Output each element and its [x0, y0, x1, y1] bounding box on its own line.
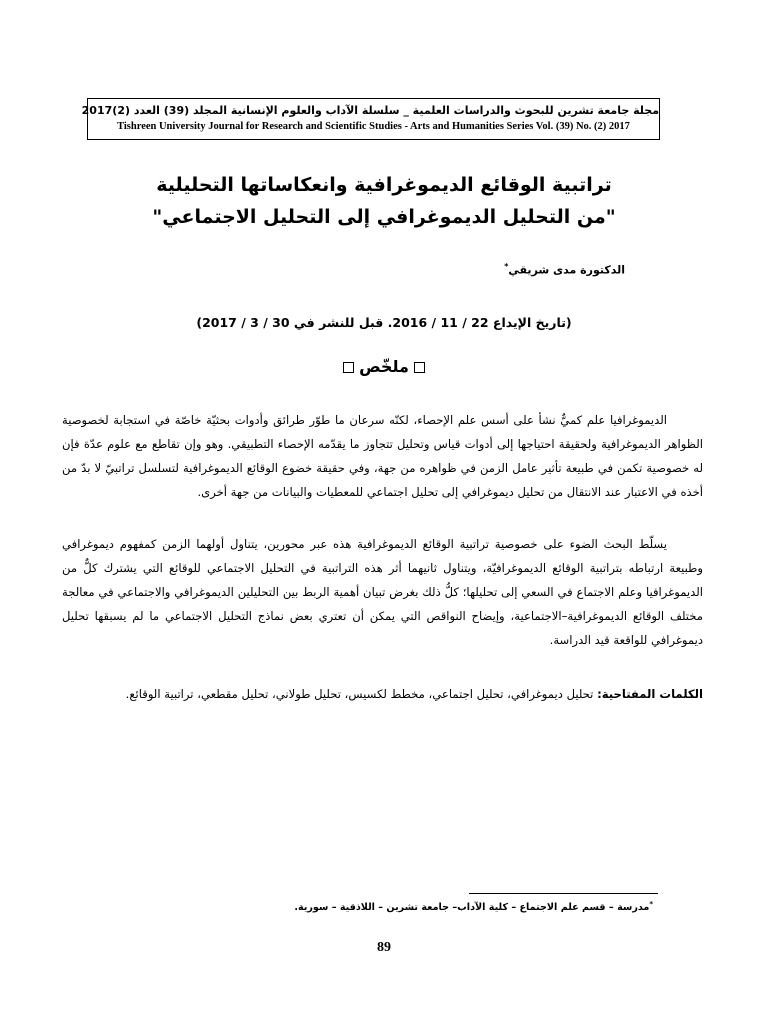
- abstract-paragraph-2-text: يسلّط البحث الضوء على خصوصية تراتبية الوقائع الديموغرافية هذه عبر محورين، يتناول أولهما الزمن كمفهوم ديموغرافي وطبيعة ارتباطه بتراتبية الوقائع الديموغرافيّة، ويتناول ثانيهما أثر هذه التراتبية في التحليل الاجتماعي للوقائع التي يشترك كلٌّ من الديموغرافيا وعلم الاجتماع في السعي إلى تحليلها؛ كلُّ ذلك بغرض تبيان أهمية الربط بين التحليلين الديموغرافي والاجتماعي في معالجة مختلف الوقائع الديموغرافية–الاجتماعية، وإيضاح النواقص التي يمكن أن تعتري بعض نماذج التحليل الاجتماعي ما لم يسبقها تحليل ديموغرافي للواقعة قيد الدراسة.: [62, 537, 703, 647]
- paper-title-line-2: "من التحليل الديموغرافي إلى التحليل الاجتماعي": [152, 206, 616, 228]
- square-bullet-icon: [343, 362, 354, 373]
- journal-header-box: [81, 98, 660, 140]
- footnote-mark: *: [649, 900, 653, 908]
- author-name: الدكتورة مدى شريقي: [508, 263, 625, 277]
- keywords-label: الكلمات المفتاحية:: [597, 687, 703, 701]
- abstract-heading-text: ملخّص: [359, 357, 409, 376]
- abstract-paragraph-1-text: الديموغرافيا علم كميٌّ نشأ على أسس علم الإحصاء، لكنّه سرعان ما طوّر طرائق وأدوات بحثيّة خاصّة في استجابة لخصوصية الظواهر الديموغرافية ولحقيقة احتياجها إلى أدوات قياس وتحليل تتجاوز ما يقدّمه الإحصاء التطبيقي. وهو وإن تقاطع مع علوم عدّة فإن له خصوصية تكمن في طبيعة تأثير عامل الزمن في ظواهره من جهة، وفي حقيقة خضوع الوقائع الديموغرافية لتسلسل تراتبيّ لا بدّ من أخذه في الاعتبار عند الانتقال من تحليل ديموغرافي إلى تحليل اجتماعي للمعطيات والبيانات من جهة أخرى.: [62, 413, 703, 499]
- abstract-heading: [100, 357, 668, 376]
- abstract-paragraph-1: [62, 408, 703, 504]
- author-affiliation-footnote: [294, 900, 653, 913]
- abstract-paragraph-2: [62, 532, 703, 652]
- footnote-divider: [469, 893, 658, 894]
- journal-header-english: Tishreen University Journal for Research and Scientific Studies - Arts and Humanities Series Vol. (39) No. (2) 2017: [117, 121, 630, 132]
- paper-title-line-1: تراتبية الوقائع الديموغرافية وانعكاساتها التحليلية: [156, 174, 612, 196]
- keywords-section: [62, 680, 703, 708]
- keywords-text: تحليل ديموغرافي، تحليل اجتماعي، مخطط لكسيس، تحليل طولاني، تحليل مقطعي، تراتبية الوقائع.: [125, 687, 594, 701]
- page-number: 89: [377, 940, 391, 955]
- submission-dates: (تاريخ الإيداع 22 / 11 / 2016. قبل للنشر في 30 / 3 / 2017): [196, 315, 572, 330]
- footnote-text: مدرسة – قسم علم الاجتماع – كلية الآداب– جامعة تشرين – اللاذقية – سورية.: [294, 902, 650, 914]
- journal-header-arabic: مجلة جامعة تشرين للبحوث والدراسات العلمية _ سلسلة الآداب والعلوم الإنسانية المجلد (39) العدد (2)2017: [81, 104, 659, 117]
- square-bullet-icon: [414, 362, 425, 373]
- author-line: [504, 262, 625, 277]
- author-footnote-mark: *: [504, 262, 509, 271]
